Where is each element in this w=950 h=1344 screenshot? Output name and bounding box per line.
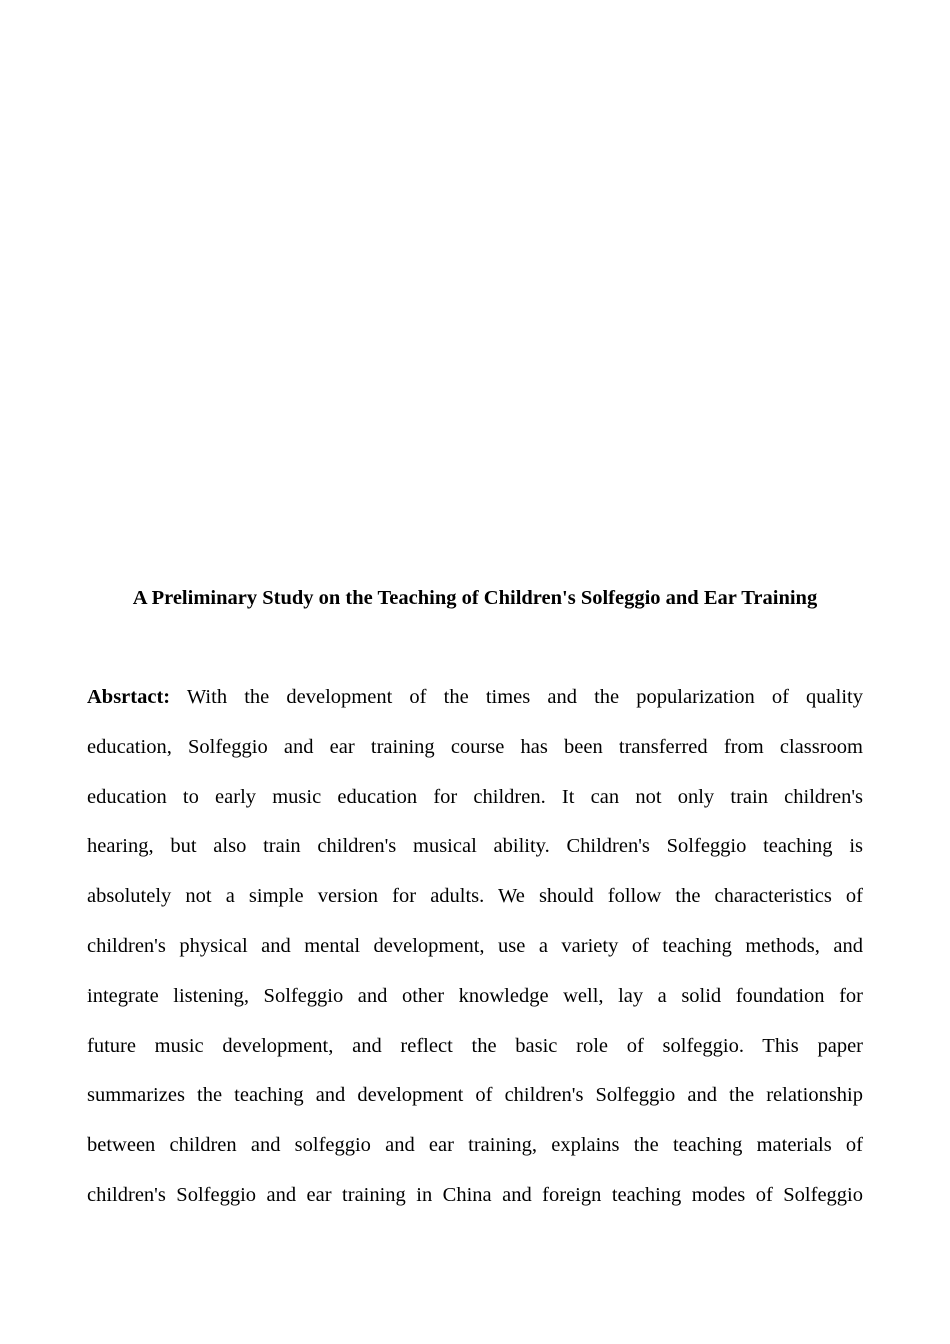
abstract-line: future music development, and reflect the basic role of solfeggio. This paper: [87, 1034, 863, 1057]
abstract-line: hearing, but also train children's musical ability. Children's Solfeggio teaching is: [87, 835, 863, 858]
paper-title: A Preliminary Study on the Teaching of Children's Solfeggio and Ear Training: [132, 587, 818, 609]
abstract-line: between children and solfeggio and ear training, explains the teaching materials of: [87, 1134, 863, 1157]
abstract-line: education to early music education for children. It can not only train children's: [87, 785, 863, 808]
abstract-label: Absrtact:: [87, 686, 171, 708]
abstract-section: [87, 683, 863, 1231]
abstract-line-text: With the development of the times and the popularization of quality: [170, 686, 863, 708]
abstract-line: education, Solfeggio and ear training course has been transferred from classroom: [87, 735, 863, 758]
abstract-line: [87, 683, 863, 733]
abstract-line: absolutely not a simple version for adults. We should follow the characteristics of: [87, 885, 863, 908]
abstract-line: children's physical and mental development, use a variety of teaching methods, and: [87, 934, 863, 957]
abstract-line: summarizes the teaching and development of children's Solfeggio and the relationship: [87, 1084, 863, 1107]
abstract-line: children's Solfeggio and ear training in China and foreign teaching modes of Solfeggio: [87, 1183, 863, 1206]
abstract-line: integrate listening, Solfeggio and other knowledge well, lay a solid foundation for: [87, 984, 863, 1007]
